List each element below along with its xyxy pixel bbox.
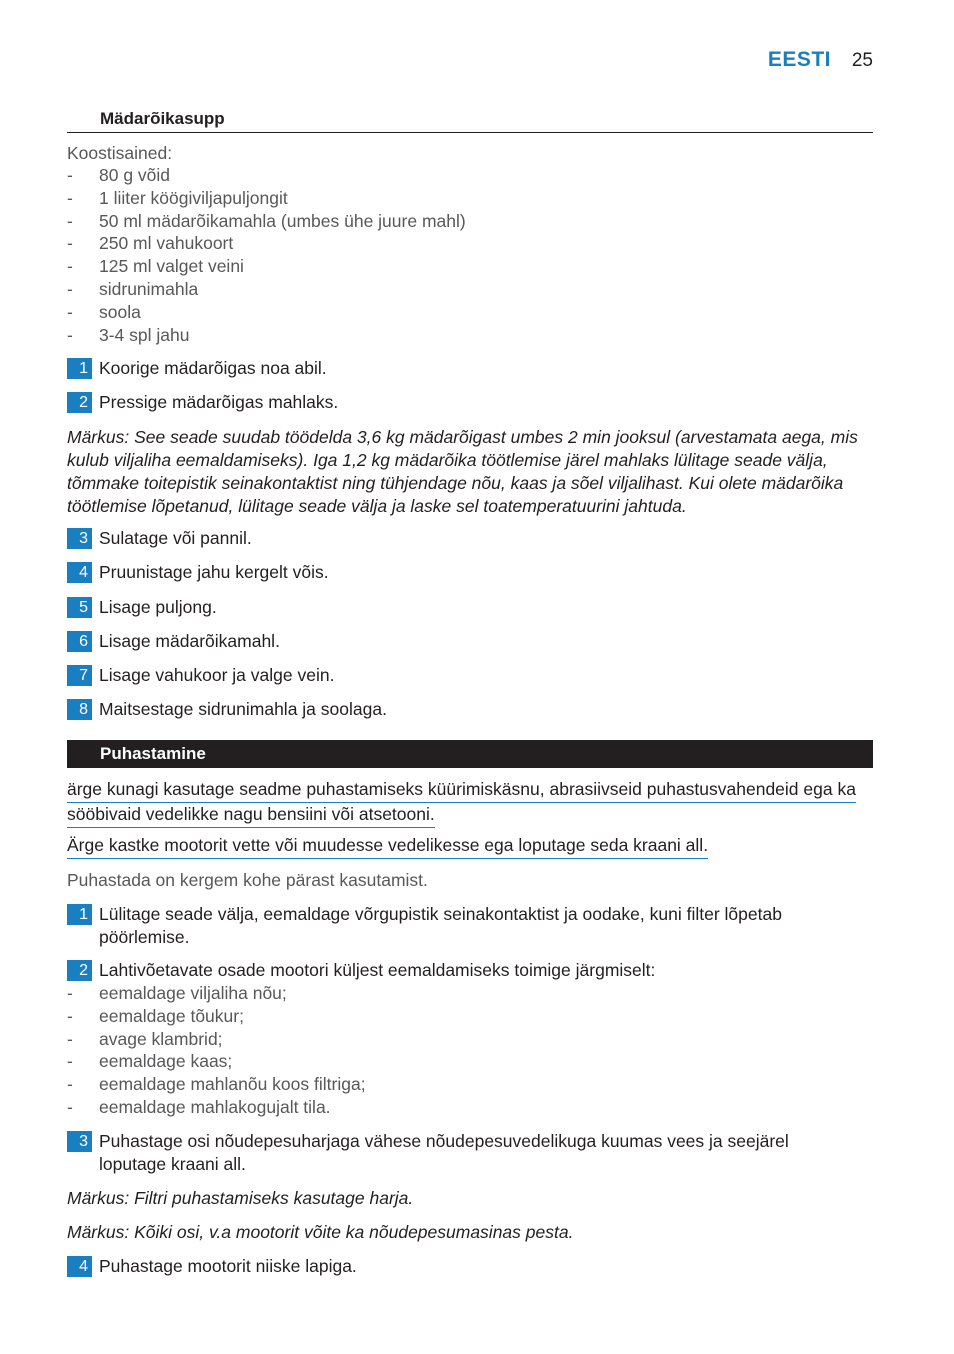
cleaning-note: Märkus: Kõiki osi, v.a mootorit võite ka nõudepesumasinas pesta. xyxy=(67,1222,574,1242)
step-number-badge: 3 xyxy=(67,528,92,549)
step-text: Lisage mädarõikamahl. xyxy=(99,631,280,651)
step-number-badge: 8 xyxy=(67,699,92,720)
language-label: EESTI xyxy=(767,48,831,71)
step-text: Maitsestage sidrunimahla ja soolaga. xyxy=(99,699,387,719)
cleaning-intro: Puhastada on kergem kohe pärast kasutamist. xyxy=(67,870,428,890)
step-number-badge: 3 xyxy=(67,1131,92,1152)
cleaning-title: Puhastamine xyxy=(100,744,206,763)
step-number-badge: 1 xyxy=(67,358,92,379)
step-text: Lahtivõetavate osade mootori küljest eemaldamiseks toimige järgmiselt: xyxy=(99,960,656,980)
step-text: Koorige mädarõigas noa abil. xyxy=(99,358,327,378)
step-number-badge: 1 xyxy=(67,904,92,925)
page-header xyxy=(67,48,873,74)
cleaning-note: Märkus: Filtri puhastamiseks kasutage harja. xyxy=(67,1188,414,1208)
step-number-badge: 4 xyxy=(67,562,92,583)
step-text: Sulatage või pannil. xyxy=(99,528,252,548)
step-number-badge: 5 xyxy=(67,597,92,618)
step-number-badge: 4 xyxy=(67,1256,92,1277)
step-text: Puhastage mootorit niiske lapiga. xyxy=(99,1256,357,1276)
step-text: Pressige mädarõigas mahlaks. xyxy=(99,392,339,412)
step-number-badge: 2 xyxy=(67,392,92,413)
step-number-badge: 2 xyxy=(67,960,92,981)
page-number: 25 xyxy=(851,50,873,71)
step-number-badge: 6 xyxy=(67,631,92,652)
recipe-title-text: Mädarõikasupp xyxy=(100,109,225,128)
step-text: Puhastage osi nõudepesuharjaga vähese nõudepesuvedelikuga kuumas vees ja seejärel loputage kraani all. xyxy=(99,1131,789,1174)
step-text: Lisage puljong. xyxy=(99,597,217,617)
step-text: Lülitage seade välja, eemaldage võrgupistik seinakontaktist ja oodake, kuni filter lõpetab pöörlemise. xyxy=(99,904,782,947)
step-number-badge: 7 xyxy=(67,665,92,686)
step-text: Lisage vahukoor ja valge vein. xyxy=(99,665,335,685)
step-text: Pruunistage jahu kergelt võis. xyxy=(99,562,329,582)
cleaning-section-bar xyxy=(67,740,873,768)
cleaning-warning: Ärge kastke mootorit vette või muudesse vedelikesse ega loputage seda kraani all. xyxy=(67,834,873,859)
ingredients-label: Koostisained: xyxy=(67,143,173,163)
cleaning-warning: ärge kunagi kasutage seadme puhastamiseks küürimiskäsnu, abrasiivseid puhastusvahendeid ega ka sööbivaid vedelikke nagu bensiini või atsetooni. xyxy=(67,778,873,828)
recipe-title xyxy=(67,110,873,133)
recipe-note: Märkus: See seade suudab töödelda 3,6 kg mädarõigast umbes 2 min jooksul (arvestamata aega, mis kulub viljaliha eemaldamiseks). Iga 1,2 kg mädarõika töötlemise järel mahlaks lülitage seade välja, tõmmake toitepistik seinakontaktist ning tühjendage nõu, kaas ja sõel viljalihast. Kui olete mädarõika töötlemise lõpetanud, lülitage seade välja ja laske sel toatemperatuurini jahtuda. xyxy=(67,427,858,516)
